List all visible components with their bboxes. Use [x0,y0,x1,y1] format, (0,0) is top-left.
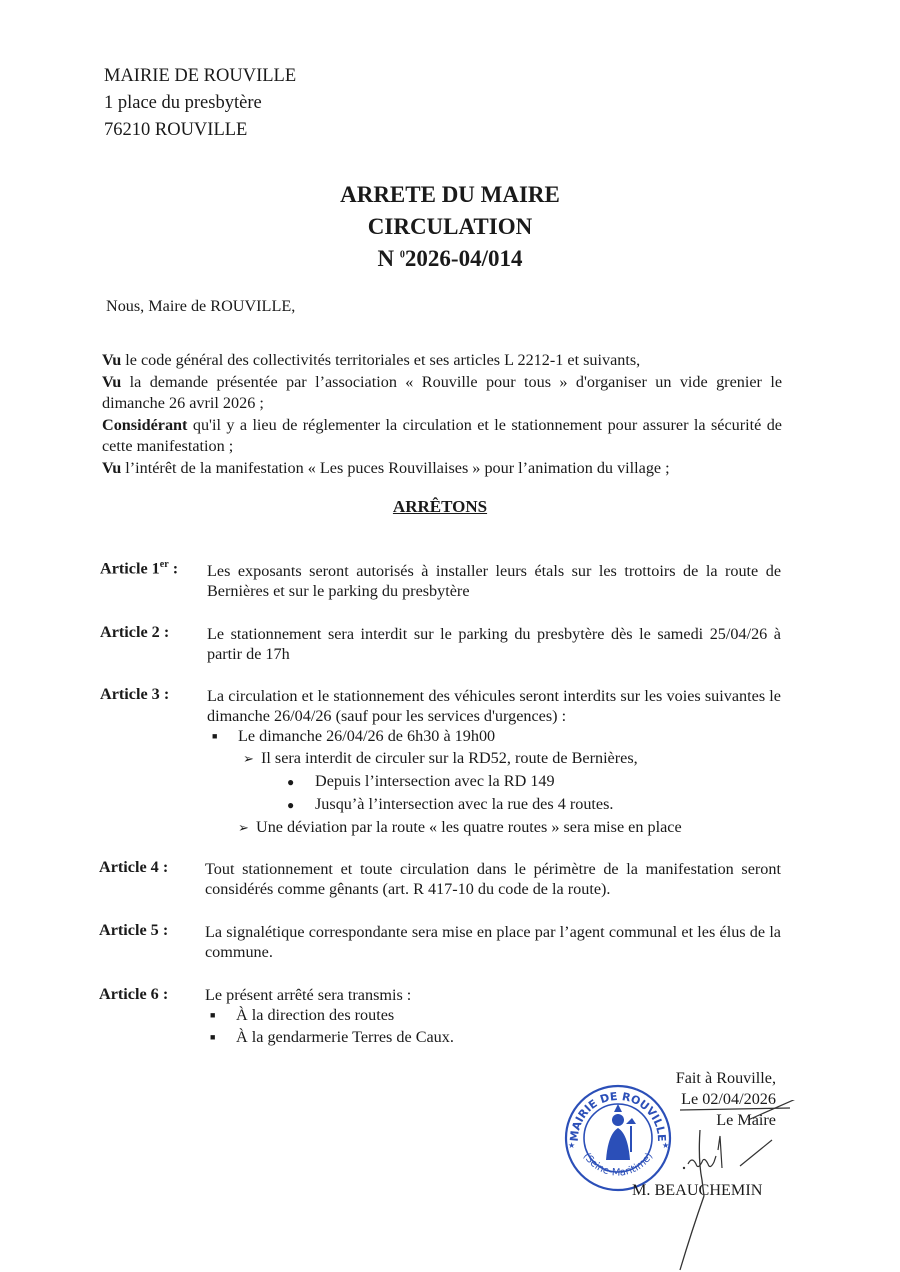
article-6-item-text: À la direction des routes [236,1006,395,1024]
preamble-keyword: Vu [102,372,122,391]
mairie-address: 1 place du presbytère [104,93,262,113]
square-bullet-icon: ■ [210,1032,216,1042]
arrow-bullet-icon: ➢ [238,820,249,835]
mairie-name: MAIRIE DE ROUVILLE [104,66,297,86]
article-3-arrow-1-text: Il sera interdit de circuler sur la RD52, route de Bernières, [261,749,638,767]
article-1-label-sup: er [159,559,169,570]
star-icon: ★ [568,1141,576,1150]
article-2-text: Le stationnement sera interdit sur le parking du presbytère dès le samedi 25/04/26 à partir de 17h [207,625,781,663]
article-3-arrow-1 [243,748,638,769]
signature-place: Fait à Rouville, [675,1069,776,1087]
signature-name: M. BEAUCHEMIN [632,1181,763,1199]
square-bullet-icon: ■ [210,1010,216,1020]
decision-heading: ARRÊTONS [392,497,488,516]
article-4-text: Tout stationnement et toute circulation dans le périmètre de la manifestation seront considérés comme gênants (art. R 417-10 du code de la route). [205,860,781,898]
mairie-postal: 76210 ROUVILLE [104,120,248,140]
title-number [0,244,900,274]
article-3-dot-2 [287,794,613,815]
preamble-keyword: Vu [102,458,122,477]
article-3-dot-2-text: Jusqu’à l’intersection avec la rue des 4 routes. [315,795,614,813]
signature-role: Le Maire [716,1111,776,1129]
article-3-text: La circulation et le stationnement des véhicules seront interdits sur les voies suivantes le dimanche 26/04/26 (sauf pour les services d'urgences) : [207,687,781,725]
article-3-arrow-2-text: Une déviation par la route « les quatre routes » sera mise en place [256,818,682,836]
article-1-text: Les exposants seront autorisés à installer leurs étals sur les trottoirs de la route de Bernières et sur le parking du presbytère [207,562,781,600]
title-number-prefix: N [377,246,395,271]
article-6-item [210,1027,454,1048]
article-6-item [210,1005,394,1026]
article-5-text: La signalétique correspondante sera mise en place par l’agent communal et les élus de la commune. [205,923,781,961]
stamp-bottom-text: (Seine-Maritime) [580,1151,656,1179]
title-arrete: ARRETE DU MAIRE [340,182,560,207]
star-icon: ★ [662,1141,670,1150]
article-1-label [100,558,205,579]
article-6-text: Le présent arrêté sera transmis : [205,986,412,1004]
preamble-text: la demande présentée par l’association « Rouville pour tous » d'organiser un vide grenier le dimanche 26 avril 2026 ; [102,372,782,412]
preamble-keyword: Considérant [102,415,188,434]
title-circulation: CIRCULATION [367,214,533,239]
salutation: Nous, Maire de ROUVILLE, [106,297,296,315]
article-3-arrow-2 [238,817,682,838]
article-3-dot-1-text: Depuis l’intersection avec la RD 149 [315,772,555,790]
article-1-label-text: Article 1 [100,559,160,578]
article-6-label: Article 6 : [99,985,169,1003]
stamp-top-text: MAIRIE DE ROUVILLE [567,1089,669,1143]
article-3-bullet-text: Le dimanche 26/04/26 de 6h30 à 19h00 [238,727,496,745]
article-1-label-suffix: : [168,559,179,578]
article-6-item-text: À la gendarmerie Terres de Caux. [236,1028,454,1046]
square-bullet-icon: ■ [212,731,218,741]
arrow-bullet-icon: ➢ [243,751,254,766]
article-4-label: Article 4 : [99,858,169,876]
article-3-bullet [212,726,495,747]
preamble-item [102,372,782,415]
article-5-label: Article 5 : [99,921,169,939]
article-3-label: Article 3 : [100,685,170,703]
handwritten-signature [640,1100,800,1272]
title-number-sup: 0 [399,249,405,261]
preamble-item [102,458,782,480]
dot-bullet-icon: ● [287,775,295,789]
dot-bullet-icon: ● [287,798,295,812]
preamble-text: le code général des collectivités territoriales et ses articles L 2212-1 et suivants, [121,351,641,369]
preamble-item [102,415,782,458]
article-3-dot-1 [287,771,555,792]
preamble-text: qu'il y a lieu de réglementer la circulation et le stationnement pour assurer la sécurité de cette manifestation ; [102,415,782,455]
title-number-value: 2026-04/014 [404,246,523,271]
preamble [102,350,782,479]
preamble-keyword: Vu [102,351,122,369]
article-2-label: Article 2 : [100,623,170,641]
preamble-item [102,350,782,372]
signature-date: Le 02/04/2026 [681,1090,776,1108]
preamble-text: l’intérêt de la manifestation « Les puces Rouvillaises » pour l’animation du village ; [121,458,670,477]
